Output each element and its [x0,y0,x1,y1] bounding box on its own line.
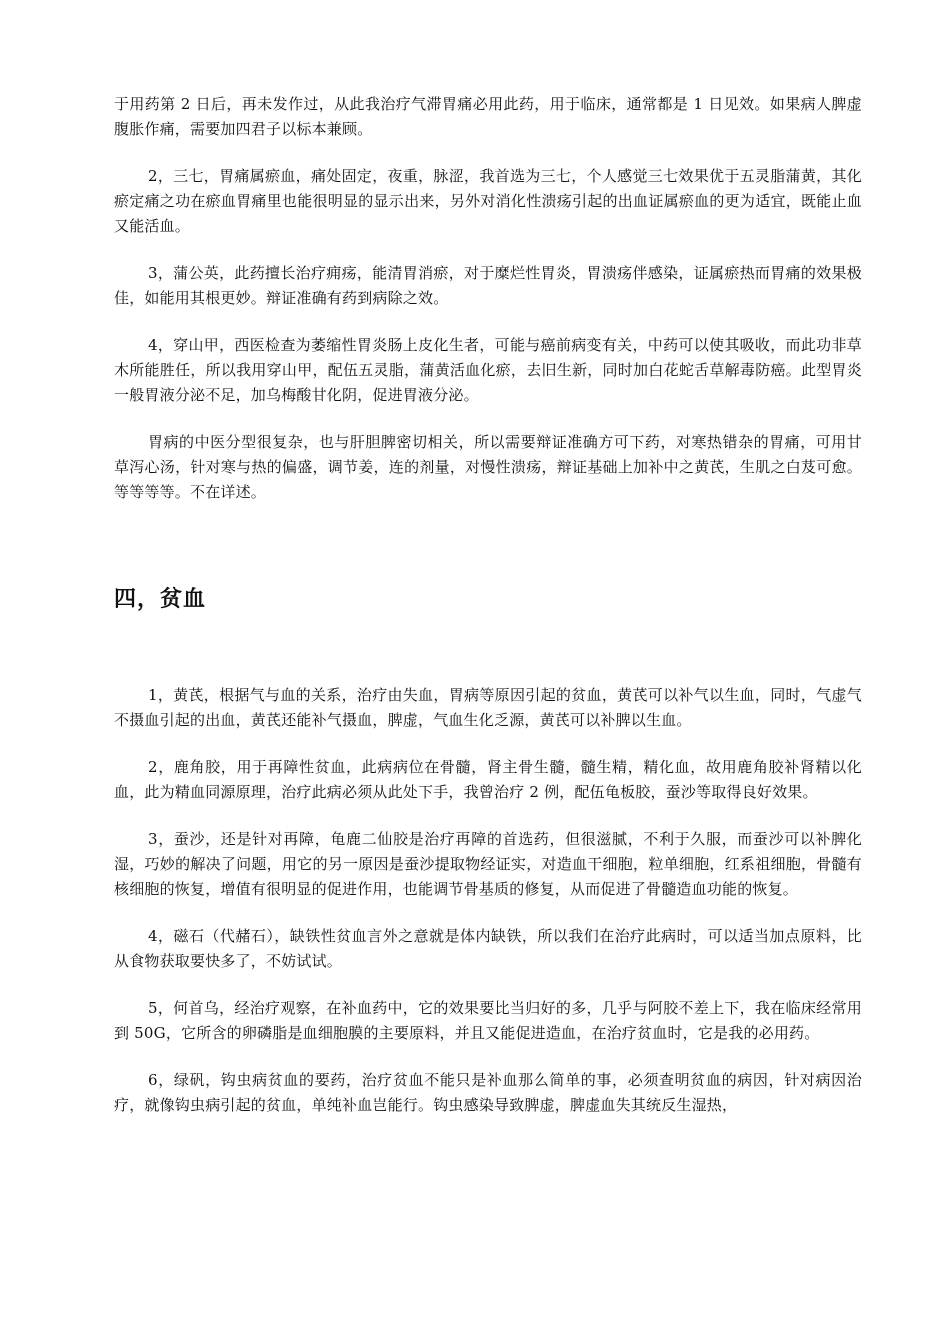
paragraph-stomach-summary: 胃病的中医分型很复杂，也与肝胆脾密切相关，所以需要辩证准确方可下药，对寒热错杂的胃痛，可用甘草泻心汤，针对寒与热的偏盛，调节姜，连的剂量，对慢性溃疡，辩证基础上加补中之黄芪，生肌之白芨可愈。等等等等。不在详述。 [114,433,862,501]
paragraph-lvfan: 6，绿矾，钩虫病贫血的要药，治疗贫血不能只是补血那么简单的事，必须查明贫血的病因，针对病因治疗，就像钩虫病引起的贫血，单纯补血岂能行。钩虫感染导致脾虚，脾虚血失其统反生湿热， [114,1071,862,1114]
paragraph-huangqi: 1，黄芪，根据气与血的关系，治疗由失血，胃病等原因引起的贫血，黄芪可以补气以生血，同时，气虚气不摄血引起的出血，黄芪还能补气摄血，脾虚，气血生化乏源，黄芪可以补脾以生血。 [114,686,862,729]
document-body [114,92,862,1140]
paragraph-intro-1: 于用药第 2 日后，再未发作过，从此我治疗气滞胃痛必用此药，用于临床，通常都是 1 日见效。如果病人脾虚腹胀作痛，需要加四君子以标本兼顾。 [114,95,862,138]
paragraph-lujiaojiao: 2，鹿角胶，用于再障性贫血，此病病位在骨髓，肾主骨生髓，髓生精，精化血，故用鹿角胶补肾精以化血，此为精血同源原理，治疗此病必须从此处下手，我曾治疗 2 例，配伍龟板胶，蚕沙等取得良好效果。 [114,758,862,801]
paragraph-pugongying: 3，蒲公英，此药擅长治疗痈疡，能清胃消瘀，对于糜烂性胃炎，胃溃疡伴感染，证属瘀热而胃痛的效果极佳，如能用其根更妙。辩证准确有药到病除之效。 [114,264,862,307]
spacer [114,615,862,683]
paragraph-heshouwu: 5，何首乌，经治疗观察，在补血药中，它的效果要比当归好的多，几乎与阿胶不差上下，我在临床经常用到 50G，它所含的卵磷脂是血细胞膜的主要原料，并且又能促进造血，在治疗贫血时，它是我的必用药。 [114,999,862,1042]
section-heading-anemia: 四，贫血 [114,587,207,612]
paragraph-cansha: 3，蚕沙，还是针对再障，龟鹿二仙胶是治疗再障的首选药，但很滋腻，不利于久服，而蚕沙可以补脾化湿，巧妙的解决了问题，用它的另一原因是蚕沙提取物经证实，对造血干细胞，粒单细胞，红系祖细胞，骨髓有核细胞的恢复，增值有很明显的促进作用，也能调节骨基质的修复，从而促进了骨髓造血功能的恢复。 [114,830,862,898]
spacer [114,527,862,585]
paragraph-chuanshanjia: 4，穿山甲，西医检查为萎缩性胃炎肠上皮化生者，可能与癌前病变有关，中药可以使其吸收，而此功非草木所能胜任，所以我用穿山甲，配伍五灵脂，蒲黄活血化瘀，去旧生新，同时加白花蛇舌草解毒防癌。此型胃炎一般胃液分泌不足，加乌梅酸甘化阴，促进胃液分泌。 [114,336,862,404]
paragraph-cishi: 4，磁石（代赭石），缺铁性贫血言外之意就是体内缺铁，所以我们在治疗此病时，可以适当加点原料，比从食物获取要快多了，不妨试试。 [114,927,862,970]
paragraph-sanqi: 2，三七，胃痛属瘀血，痛处固定，夜重，脉涩，我首选为三七，个人感觉三七效果优于五灵脂蒲黄，其化瘀定痛之功在瘀血胃痛里也能很明显的显示出来，另外对消化性溃疡引起的出血证属瘀血的更为适宜，既能止血又能活血。 [114,167,862,235]
